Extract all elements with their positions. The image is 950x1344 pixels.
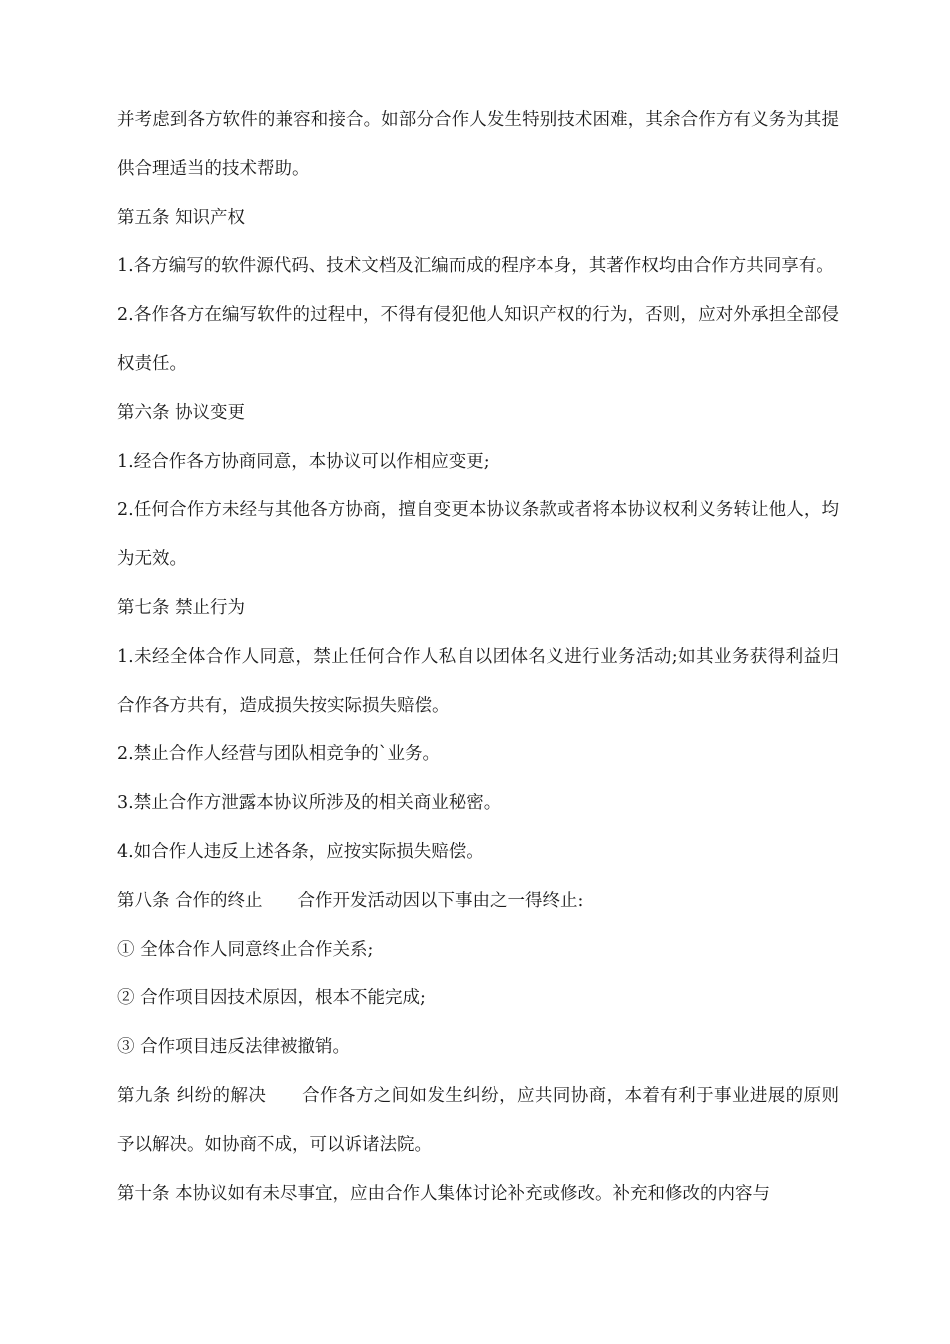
article-8-item-3: ③ 合作项目违反法律被撤销。: [117, 1037, 351, 1058]
paragraph-continuation: 并考虑到各方软件的兼容和接合。如部分合作人发生特别技术困难，其余合作方有义务为其提供合理适当的技术帮助。: [117, 110, 839, 179]
article-7-heading: 第七条 禁止行为: [117, 597, 246, 618]
article-5-clause-1: 1.各方编写的软件源代码、技术文档及汇编而成的程序本身，其著作权均由合作方共同享有。: [117, 256, 834, 277]
article-7-clause-2: 2.禁止合作人经营与团队相竞争的`业务。: [117, 744, 440, 765]
article-9-paragraph: 第九条 纠纷的解决 合作各方之间如发生纠纷，应共同协商，本着有利于事业进展的原则予以解决。如协商不成，可以诉诸法院。: [117, 1085, 839, 1155]
article-7-clause-4: 4.如合作人违反上述各条，应按实际损失赔偿。: [117, 841, 484, 862]
article-7-clause-1: 1.未经全体合作人同意，禁止任何合作人私自以团体名义进行业务活动;如其业务获得利益归合作各方共有，造成损失按实际损失赔偿。: [117, 646, 839, 716]
article-6-clause-1: 1.经合作各方协商同意，本协议可以作相应变更;: [117, 451, 490, 472]
article-6-clause-2: 2.任何合作方未经与其他各方协商，擅自变更本协议条款或者将本协议权利义务转让他人，均为无效。: [117, 500, 839, 570]
document-body: [117, 96, 839, 1218]
article-6-heading: 第六条 协议变更: [117, 402, 246, 423]
article-5-clause-2: 2.各作各方在编写软件的过程中，不得有侵犯他人知识产权的行为，否则，应对外承担全部侵权责任。: [117, 305, 839, 374]
article-8-item-2: ② 合作项目因技术原因，根本不能完成;: [117, 988, 426, 1009]
article-8-item-1: ① 全体合作人同意终止合作关系;: [117, 939, 374, 960]
article-10-paragraph: 第十条 本协议如有未尽事宜，应由合作人集体讨论补充或修改。补充和修改的内容与: [117, 1183, 771, 1204]
article-5-heading: 第五条 知识产权: [117, 207, 246, 228]
article-7-clause-3: 3.禁止合作方泄露本协议所涉及的相关商业秘密。: [117, 793, 502, 814]
article-8-heading: 第八条 合作的终止 合作开发活动因以下事由之一得终止:: [117, 890, 584, 911]
